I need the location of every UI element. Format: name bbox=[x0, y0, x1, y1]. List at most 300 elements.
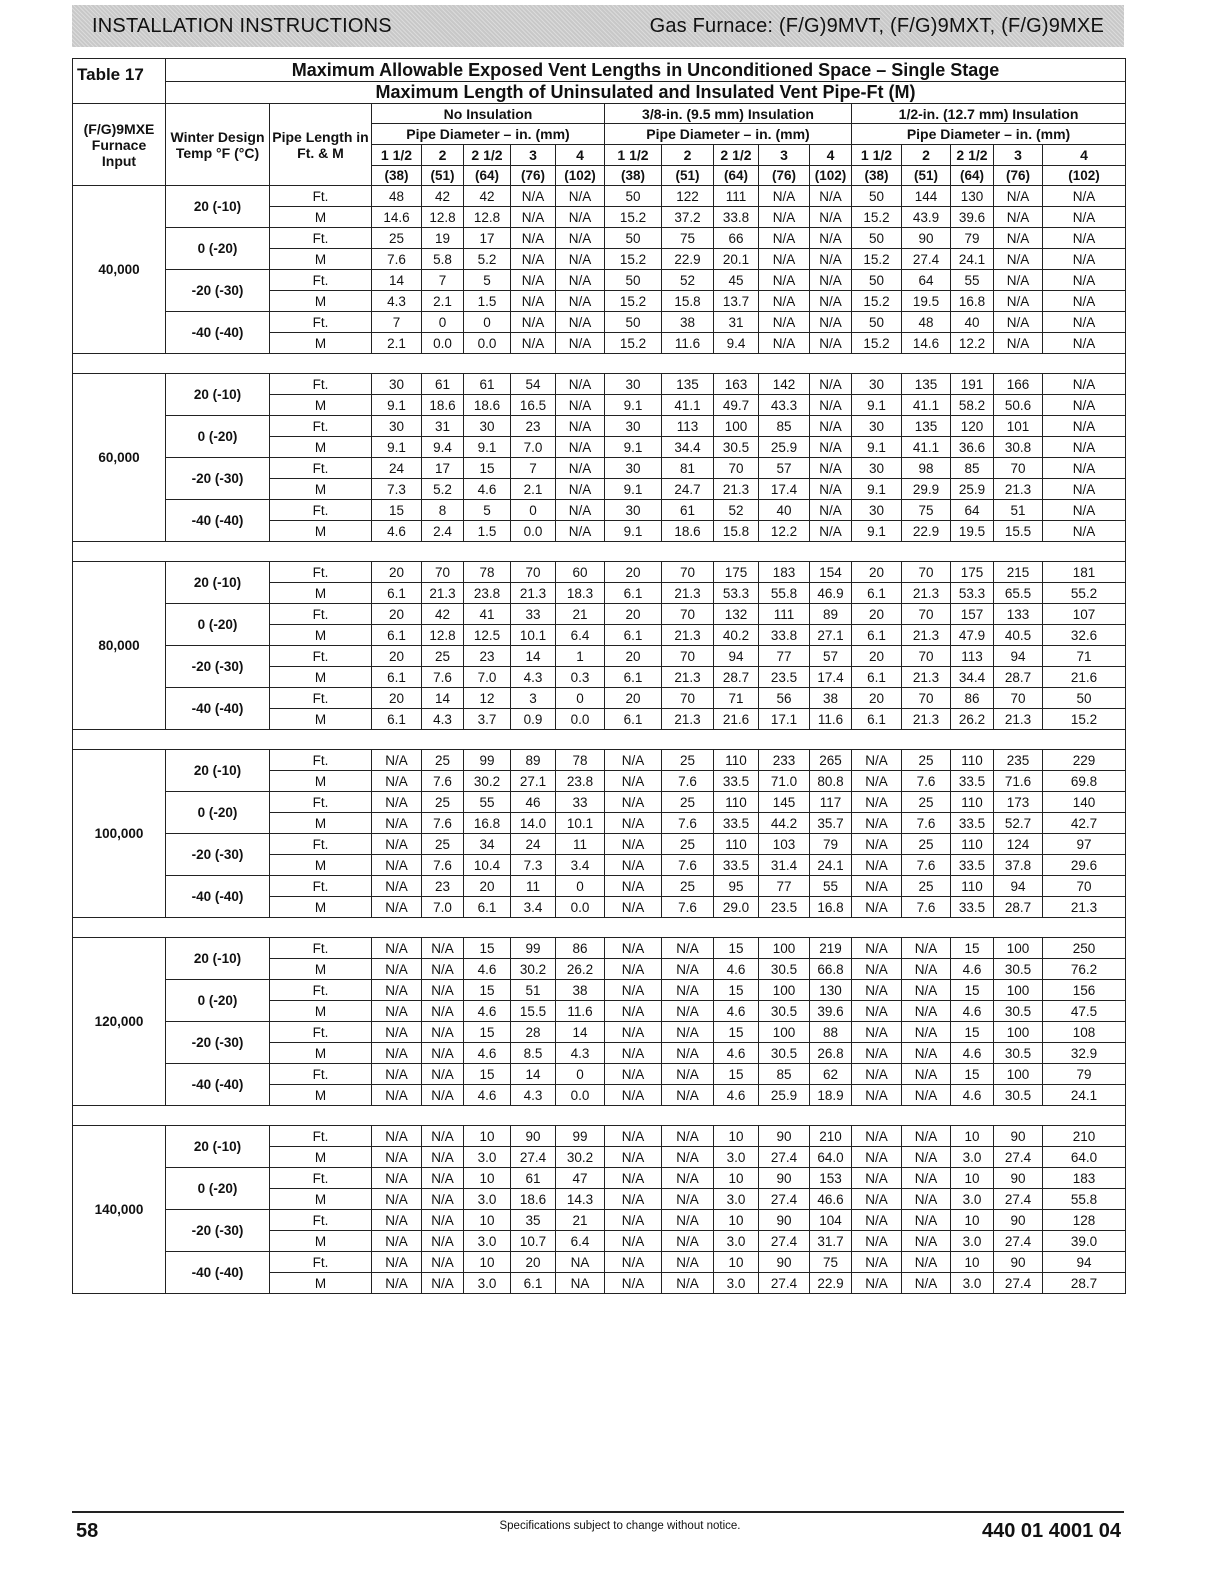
value-cell: 4.6 bbox=[714, 1085, 759, 1106]
value-cell: 12.8 bbox=[422, 207, 464, 228]
value-cell: 15 bbox=[951, 1064, 994, 1085]
pipe-size-mm-header: (38) bbox=[605, 166, 662, 186]
value-cell: 70 bbox=[662, 646, 714, 667]
value-cell: 16.8 bbox=[464, 813, 511, 834]
value-cell: 7.6 bbox=[902, 855, 951, 876]
value-cell: 18.6 bbox=[464, 395, 511, 416]
value-cell: 15.2 bbox=[605, 249, 662, 270]
table-row bbox=[73, 834, 1126, 855]
value-cell: 135 bbox=[902, 416, 951, 437]
value-cell: 15 bbox=[464, 458, 511, 479]
value-cell: 30.2 bbox=[511, 959, 556, 980]
value-cell: 107 bbox=[1043, 604, 1126, 625]
value-cell: 4.6 bbox=[951, 959, 994, 980]
value-cell: 99 bbox=[556, 1126, 605, 1147]
group-separator bbox=[73, 354, 1126, 374]
value-cell: 15.2 bbox=[852, 249, 902, 270]
value-cell: 265 bbox=[810, 750, 852, 771]
value-cell: N/A bbox=[662, 1147, 714, 1168]
value-cell: 66.8 bbox=[810, 959, 852, 980]
value-cell: 10 bbox=[951, 1210, 994, 1231]
pipe-diameter-header: Pipe Diameter – in. (mm) bbox=[372, 124, 605, 145]
value-cell: 50 bbox=[852, 312, 902, 333]
value-cell: 15 bbox=[464, 1064, 511, 1085]
value-cell: N/A bbox=[605, 1022, 662, 1043]
design-temp-cell: 0 (-20) bbox=[166, 416, 270, 458]
value-cell: 0.0 bbox=[511, 521, 556, 542]
value-cell: 57 bbox=[810, 646, 852, 667]
value-cell: 7.6 bbox=[372, 249, 422, 270]
value-cell: 132 bbox=[714, 604, 759, 625]
value-cell: 30 bbox=[605, 416, 662, 437]
design-temp-cell: -40 (-40) bbox=[166, 688, 270, 730]
value-cell: 34.4 bbox=[951, 667, 994, 688]
value-cell: 14.3 bbox=[556, 1189, 605, 1210]
value-cell: 27.4 bbox=[759, 1189, 810, 1210]
value-cell: 17 bbox=[464, 228, 511, 249]
value-cell: 18.6 bbox=[422, 395, 464, 416]
value-cell: 4.3 bbox=[422, 709, 464, 730]
value-cell: N/A bbox=[372, 1001, 422, 1022]
value-cell: N/A bbox=[372, 1168, 422, 1189]
value-cell: N/A bbox=[372, 813, 422, 834]
value-cell: 29.0 bbox=[714, 897, 759, 918]
design-temp-cell: 20 (-10) bbox=[166, 750, 270, 792]
value-cell: 85 bbox=[759, 416, 810, 437]
pipe-size-header: 3 bbox=[994, 145, 1043, 166]
vent-length-table bbox=[72, 58, 1126, 1294]
value-cell: 5.8 bbox=[422, 249, 464, 270]
value-cell: 9.1 bbox=[605, 437, 662, 458]
value-cell: 25 bbox=[422, 834, 464, 855]
table-row bbox=[73, 792, 1126, 813]
value-cell: 110 bbox=[951, 792, 994, 813]
value-cell: N/A bbox=[902, 1126, 951, 1147]
value-cell: 27.4 bbox=[994, 1189, 1043, 1210]
value-cell: 64 bbox=[902, 270, 951, 291]
value-cell: 20 bbox=[605, 646, 662, 667]
value-cell: 110 bbox=[714, 834, 759, 855]
value-cell: N/A bbox=[372, 959, 422, 980]
value-cell: N/A bbox=[902, 1210, 951, 1231]
value-cell: N/A bbox=[994, 228, 1043, 249]
value-cell: 57 bbox=[759, 458, 810, 479]
value-cell: N/A bbox=[902, 1147, 951, 1168]
value-cell: N/A bbox=[556, 521, 605, 542]
value-cell: 22.9 bbox=[810, 1273, 852, 1294]
pipe-size-header: 4 bbox=[1043, 145, 1126, 166]
value-cell: N/A bbox=[1043, 312, 1126, 333]
value-cell: 6.1 bbox=[605, 709, 662, 730]
value-cell: 30.5 bbox=[759, 959, 810, 980]
table-label: Table 17 bbox=[73, 59, 166, 104]
value-cell: 36.6 bbox=[951, 437, 994, 458]
value-cell: N/A bbox=[810, 312, 852, 333]
value-cell: 5 bbox=[464, 500, 511, 521]
value-cell: 33.8 bbox=[759, 625, 810, 646]
value-cell: N/A bbox=[556, 437, 605, 458]
value-cell: N/A bbox=[852, 813, 902, 834]
value-cell: 30 bbox=[372, 374, 422, 395]
value-cell: N/A bbox=[852, 938, 902, 959]
value-cell: 30.5 bbox=[759, 1043, 810, 1064]
value-cell: 19 bbox=[422, 228, 464, 249]
value-cell: 33 bbox=[556, 792, 605, 813]
unit-cell: Ft. bbox=[270, 270, 372, 291]
value-cell: 4.6 bbox=[714, 959, 759, 980]
value-cell: 6.4 bbox=[556, 1231, 605, 1252]
value-cell: 7.6 bbox=[422, 667, 464, 688]
value-cell: 89 bbox=[511, 750, 556, 771]
value-cell: 46.9 bbox=[810, 583, 852, 604]
unit-cell: M bbox=[270, 855, 372, 876]
value-cell: 15 bbox=[951, 1022, 994, 1043]
value-cell: 20.1 bbox=[714, 249, 759, 270]
value-cell: 111 bbox=[759, 604, 810, 625]
value-cell: 7.0 bbox=[422, 897, 464, 918]
value-cell: 10 bbox=[951, 1168, 994, 1189]
value-cell: 7 bbox=[372, 312, 422, 333]
pipe-size-header: 2 1/2 bbox=[951, 145, 994, 166]
value-cell: 50 bbox=[605, 312, 662, 333]
value-cell: 27.4 bbox=[902, 249, 951, 270]
value-cell: 3.4 bbox=[511, 897, 556, 918]
value-cell: 5.2 bbox=[464, 249, 511, 270]
value-cell: 49.7 bbox=[714, 395, 759, 416]
table-row bbox=[73, 1252, 1126, 1273]
pipe-size-header: 2 bbox=[902, 145, 951, 166]
value-cell: 17 bbox=[422, 458, 464, 479]
value-cell: 3.0 bbox=[714, 1147, 759, 1168]
value-cell: 33.5 bbox=[714, 855, 759, 876]
value-cell: N/A bbox=[902, 1043, 951, 1064]
value-cell: 24 bbox=[372, 458, 422, 479]
value-cell: 0.9 bbox=[511, 709, 556, 730]
value-cell: 4.6 bbox=[464, 1001, 511, 1022]
value-cell: N/A bbox=[662, 959, 714, 980]
group-separator-row bbox=[73, 1106, 1126, 1126]
value-cell: 128 bbox=[1043, 1210, 1126, 1231]
value-cell: N/A bbox=[662, 980, 714, 1001]
value-cell: 40.5 bbox=[994, 625, 1043, 646]
header-banner bbox=[72, 5, 1124, 47]
value-cell: 21.3 bbox=[902, 583, 951, 604]
page-number: 58 bbox=[76, 1520, 99, 1542]
value-cell: 27.1 bbox=[810, 625, 852, 646]
value-cell: 33.5 bbox=[951, 813, 994, 834]
value-cell: N/A bbox=[852, 855, 902, 876]
table-row bbox=[73, 604, 1126, 625]
value-cell: N/A bbox=[372, 1231, 422, 1252]
value-cell: 110 bbox=[714, 792, 759, 813]
value-cell: 70 bbox=[994, 688, 1043, 709]
design-temp-cell: -40 (-40) bbox=[166, 1064, 270, 1106]
value-cell: N/A bbox=[372, 1189, 422, 1210]
pipe-size-mm-header: (102) bbox=[556, 166, 605, 186]
value-cell: 0.0 bbox=[464, 333, 511, 354]
value-cell: N/A bbox=[662, 1022, 714, 1043]
value-cell: N/A bbox=[759, 207, 810, 228]
value-cell: 28.7 bbox=[994, 667, 1043, 688]
value-cell: 33.5 bbox=[714, 813, 759, 834]
value-cell: 135 bbox=[902, 374, 951, 395]
value-cell: 14 bbox=[556, 1022, 605, 1043]
value-cell: 7.6 bbox=[662, 771, 714, 792]
value-cell: N/A bbox=[556, 500, 605, 521]
value-cell: 20 bbox=[852, 688, 902, 709]
value-cell: 3.0 bbox=[714, 1273, 759, 1294]
design-temp-cell: 0 (-20) bbox=[166, 604, 270, 646]
value-cell: N/A bbox=[810, 521, 852, 542]
value-cell: 25.9 bbox=[759, 1085, 810, 1106]
value-cell: 35 bbox=[511, 1210, 556, 1231]
value-cell: N/A bbox=[662, 1189, 714, 1210]
value-cell: 25 bbox=[662, 834, 714, 855]
unit-cell: Ft. bbox=[270, 228, 372, 249]
value-cell: N/A bbox=[422, 1168, 464, 1189]
value-cell: N/A bbox=[605, 771, 662, 792]
unit-cell: Ft. bbox=[270, 1064, 372, 1085]
value-cell: 51 bbox=[994, 500, 1043, 521]
value-cell: 70 bbox=[422, 562, 464, 583]
value-cell: 90 bbox=[994, 1126, 1043, 1147]
value-cell: 16.8 bbox=[810, 897, 852, 918]
value-cell: 24.7 bbox=[662, 479, 714, 500]
value-cell: N/A bbox=[605, 897, 662, 918]
value-cell: 3.0 bbox=[464, 1273, 511, 1294]
value-cell: 15 bbox=[372, 500, 422, 521]
value-cell: 4.6 bbox=[951, 1001, 994, 1022]
value-cell: 1 bbox=[556, 646, 605, 667]
value-cell: 100 bbox=[994, 980, 1043, 1001]
value-cell: 10 bbox=[464, 1210, 511, 1231]
value-cell: N/A bbox=[556, 207, 605, 228]
value-cell: 35.7 bbox=[810, 813, 852, 834]
value-cell: 71.0 bbox=[759, 771, 810, 792]
value-cell: 7 bbox=[511, 458, 556, 479]
value-cell: 1.5 bbox=[464, 521, 511, 542]
value-cell: 28.7 bbox=[994, 897, 1043, 918]
value-cell: N/A bbox=[759, 333, 810, 354]
value-cell: 15 bbox=[714, 938, 759, 959]
value-cell: 20 bbox=[372, 688, 422, 709]
value-cell: 85 bbox=[759, 1064, 810, 1085]
value-cell: 6.1 bbox=[372, 667, 422, 688]
value-cell: 27.4 bbox=[759, 1147, 810, 1168]
value-cell: 3 bbox=[511, 688, 556, 709]
value-cell: 33.5 bbox=[951, 771, 994, 792]
value-cell: 21.3 bbox=[902, 709, 951, 730]
value-cell: 48 bbox=[372, 186, 422, 207]
pipe-size-mm-header: (51) bbox=[902, 166, 951, 186]
value-cell: N/A bbox=[556, 249, 605, 270]
value-cell: 52 bbox=[714, 500, 759, 521]
value-cell: 55.8 bbox=[759, 583, 810, 604]
value-cell: 25 bbox=[422, 646, 464, 667]
value-cell: 21.3 bbox=[422, 583, 464, 604]
unit-cell: Ft. bbox=[270, 1252, 372, 1273]
value-cell: 6.1 bbox=[852, 583, 902, 604]
value-cell: 94 bbox=[994, 646, 1043, 667]
value-cell: 79 bbox=[810, 834, 852, 855]
value-cell: N/A bbox=[759, 270, 810, 291]
value-cell: 55.8 bbox=[1043, 1189, 1126, 1210]
value-cell: 8 bbox=[422, 500, 464, 521]
value-cell: 21.3 bbox=[994, 479, 1043, 500]
value-cell: 15.2 bbox=[1043, 709, 1126, 730]
value-cell: N/A bbox=[605, 834, 662, 855]
value-cell: N/A bbox=[1043, 291, 1126, 312]
unit-cell: M bbox=[270, 959, 372, 980]
value-cell: N/A bbox=[852, 1126, 902, 1147]
value-cell: 27.4 bbox=[994, 1147, 1043, 1168]
table-row bbox=[73, 938, 1126, 959]
value-cell: N/A bbox=[810, 270, 852, 291]
value-cell: N/A bbox=[372, 792, 422, 813]
value-cell: 64 bbox=[951, 500, 994, 521]
pipe-diameter-header: Pipe Diameter – in. (mm) bbox=[852, 124, 1126, 145]
value-cell: N/A bbox=[852, 1001, 902, 1022]
value-cell: 33.8 bbox=[714, 207, 759, 228]
value-cell: 90 bbox=[902, 228, 951, 249]
value-cell: 229 bbox=[1043, 750, 1126, 771]
value-cell: 39.6 bbox=[810, 1001, 852, 1022]
furnace-input-cell: 140,000 bbox=[73, 1126, 166, 1294]
value-cell: 163 bbox=[714, 374, 759, 395]
value-cell: 0 bbox=[556, 688, 605, 709]
value-cell: 28 bbox=[511, 1022, 556, 1043]
value-cell: N/A bbox=[902, 980, 951, 1001]
value-cell: 7.6 bbox=[662, 897, 714, 918]
value-cell: N/A bbox=[662, 1043, 714, 1064]
value-cell: 41.1 bbox=[662, 395, 714, 416]
value-cell: 6.1 bbox=[372, 583, 422, 604]
value-cell: 12.2 bbox=[951, 333, 994, 354]
value-cell: 9.4 bbox=[422, 437, 464, 458]
unit-cell: M bbox=[270, 1043, 372, 1064]
value-cell: 90 bbox=[759, 1168, 810, 1189]
unit-cell: M bbox=[270, 1189, 372, 1210]
value-cell: 4.3 bbox=[511, 1085, 556, 1106]
value-cell: N/A bbox=[605, 813, 662, 834]
value-cell: N/A bbox=[902, 938, 951, 959]
value-cell: 110 bbox=[951, 876, 994, 897]
value-cell: 65.5 bbox=[994, 583, 1043, 604]
value-cell: 55 bbox=[810, 876, 852, 897]
unit-cell: Ft. bbox=[270, 980, 372, 1001]
value-cell: 21.3 bbox=[994, 709, 1043, 730]
value-cell: 3.7 bbox=[464, 709, 511, 730]
value-cell: 37.2 bbox=[662, 207, 714, 228]
col-header-pipe-length: Pipe Length in Ft. & M bbox=[270, 104, 372, 186]
value-cell: 14 bbox=[511, 1064, 556, 1085]
value-cell: 32.6 bbox=[1043, 625, 1126, 646]
value-cell: N/A bbox=[422, 1022, 464, 1043]
value-cell: 10 bbox=[464, 1252, 511, 1273]
value-cell: 75 bbox=[810, 1252, 852, 1273]
value-cell: N/A bbox=[662, 1252, 714, 1273]
value-cell: 1.5 bbox=[464, 291, 511, 312]
value-cell: 78 bbox=[464, 562, 511, 583]
pipe-size-mm-header: (76) bbox=[759, 166, 810, 186]
value-cell: 144 bbox=[902, 186, 951, 207]
value-cell: N/A bbox=[422, 1126, 464, 1147]
value-cell: N/A bbox=[556, 395, 605, 416]
unit-cell: Ft. bbox=[270, 562, 372, 583]
value-cell: 46 bbox=[511, 792, 556, 813]
unit-cell: M bbox=[270, 249, 372, 270]
value-cell: 45 bbox=[714, 270, 759, 291]
value-cell: N/A bbox=[422, 980, 464, 1001]
value-cell: 235 bbox=[994, 750, 1043, 771]
value-cell: 5.2 bbox=[422, 479, 464, 500]
value-cell: 100 bbox=[994, 938, 1043, 959]
value-cell: N/A bbox=[810, 500, 852, 521]
value-cell: N/A bbox=[605, 1189, 662, 1210]
pipe-size-mm-header: (64) bbox=[951, 166, 994, 186]
value-cell: 61 bbox=[422, 374, 464, 395]
value-cell: 108 bbox=[1043, 1022, 1126, 1043]
value-cell: N/A bbox=[372, 1252, 422, 1273]
value-cell: N/A bbox=[372, 771, 422, 792]
value-cell: N/A bbox=[605, 1085, 662, 1106]
value-cell: 0 bbox=[511, 500, 556, 521]
value-cell: 24 bbox=[511, 834, 556, 855]
furnace-input-cell: 80,000 bbox=[73, 562, 166, 730]
value-cell: 26.2 bbox=[951, 709, 994, 730]
value-cell: 90 bbox=[994, 1168, 1043, 1189]
value-cell: N/A bbox=[605, 980, 662, 1001]
value-cell: 94 bbox=[714, 646, 759, 667]
value-cell: N/A bbox=[556, 228, 605, 249]
design-temp-cell: -20 (-30) bbox=[166, 1022, 270, 1064]
value-cell: N/A bbox=[902, 1001, 951, 1022]
document-number: 440 01 4001 04 bbox=[981, 1520, 1121, 1542]
pipe-size-mm-header: (102) bbox=[1043, 166, 1126, 186]
value-cell: N/A bbox=[902, 1064, 951, 1085]
value-cell: 10.1 bbox=[556, 813, 605, 834]
value-cell: 183 bbox=[1043, 1168, 1126, 1189]
value-cell: 215 bbox=[994, 562, 1043, 583]
value-cell: N/A bbox=[810, 479, 852, 500]
value-cell: 30 bbox=[852, 458, 902, 479]
value-cell: N/A bbox=[422, 1231, 464, 1252]
value-cell: 22.9 bbox=[902, 521, 951, 542]
value-cell: 90 bbox=[511, 1126, 556, 1147]
value-cell: N/A bbox=[1043, 374, 1126, 395]
value-cell: 30.5 bbox=[994, 1001, 1043, 1022]
value-cell: N/A bbox=[556, 458, 605, 479]
value-cell: N/A bbox=[422, 938, 464, 959]
value-cell: 86 bbox=[556, 938, 605, 959]
value-cell: 53.3 bbox=[951, 583, 994, 604]
value-cell: 133 bbox=[994, 604, 1043, 625]
value-cell: NA bbox=[556, 1252, 605, 1273]
value-cell: 4.3 bbox=[556, 1043, 605, 1064]
value-cell: N/A bbox=[1043, 416, 1126, 437]
value-cell: 4.6 bbox=[464, 1085, 511, 1106]
table-header bbox=[73, 59, 1126, 186]
value-cell: 75 bbox=[902, 500, 951, 521]
value-cell: 70 bbox=[902, 562, 951, 583]
value-cell: 23.5 bbox=[759, 897, 810, 918]
value-cell: N/A bbox=[422, 1147, 464, 1168]
value-cell: 21.3 bbox=[902, 625, 951, 646]
value-cell: 50 bbox=[852, 186, 902, 207]
value-cell: 21.3 bbox=[511, 583, 556, 604]
value-cell: 47 bbox=[556, 1168, 605, 1189]
design-temp-cell: 20 (-10) bbox=[166, 374, 270, 416]
